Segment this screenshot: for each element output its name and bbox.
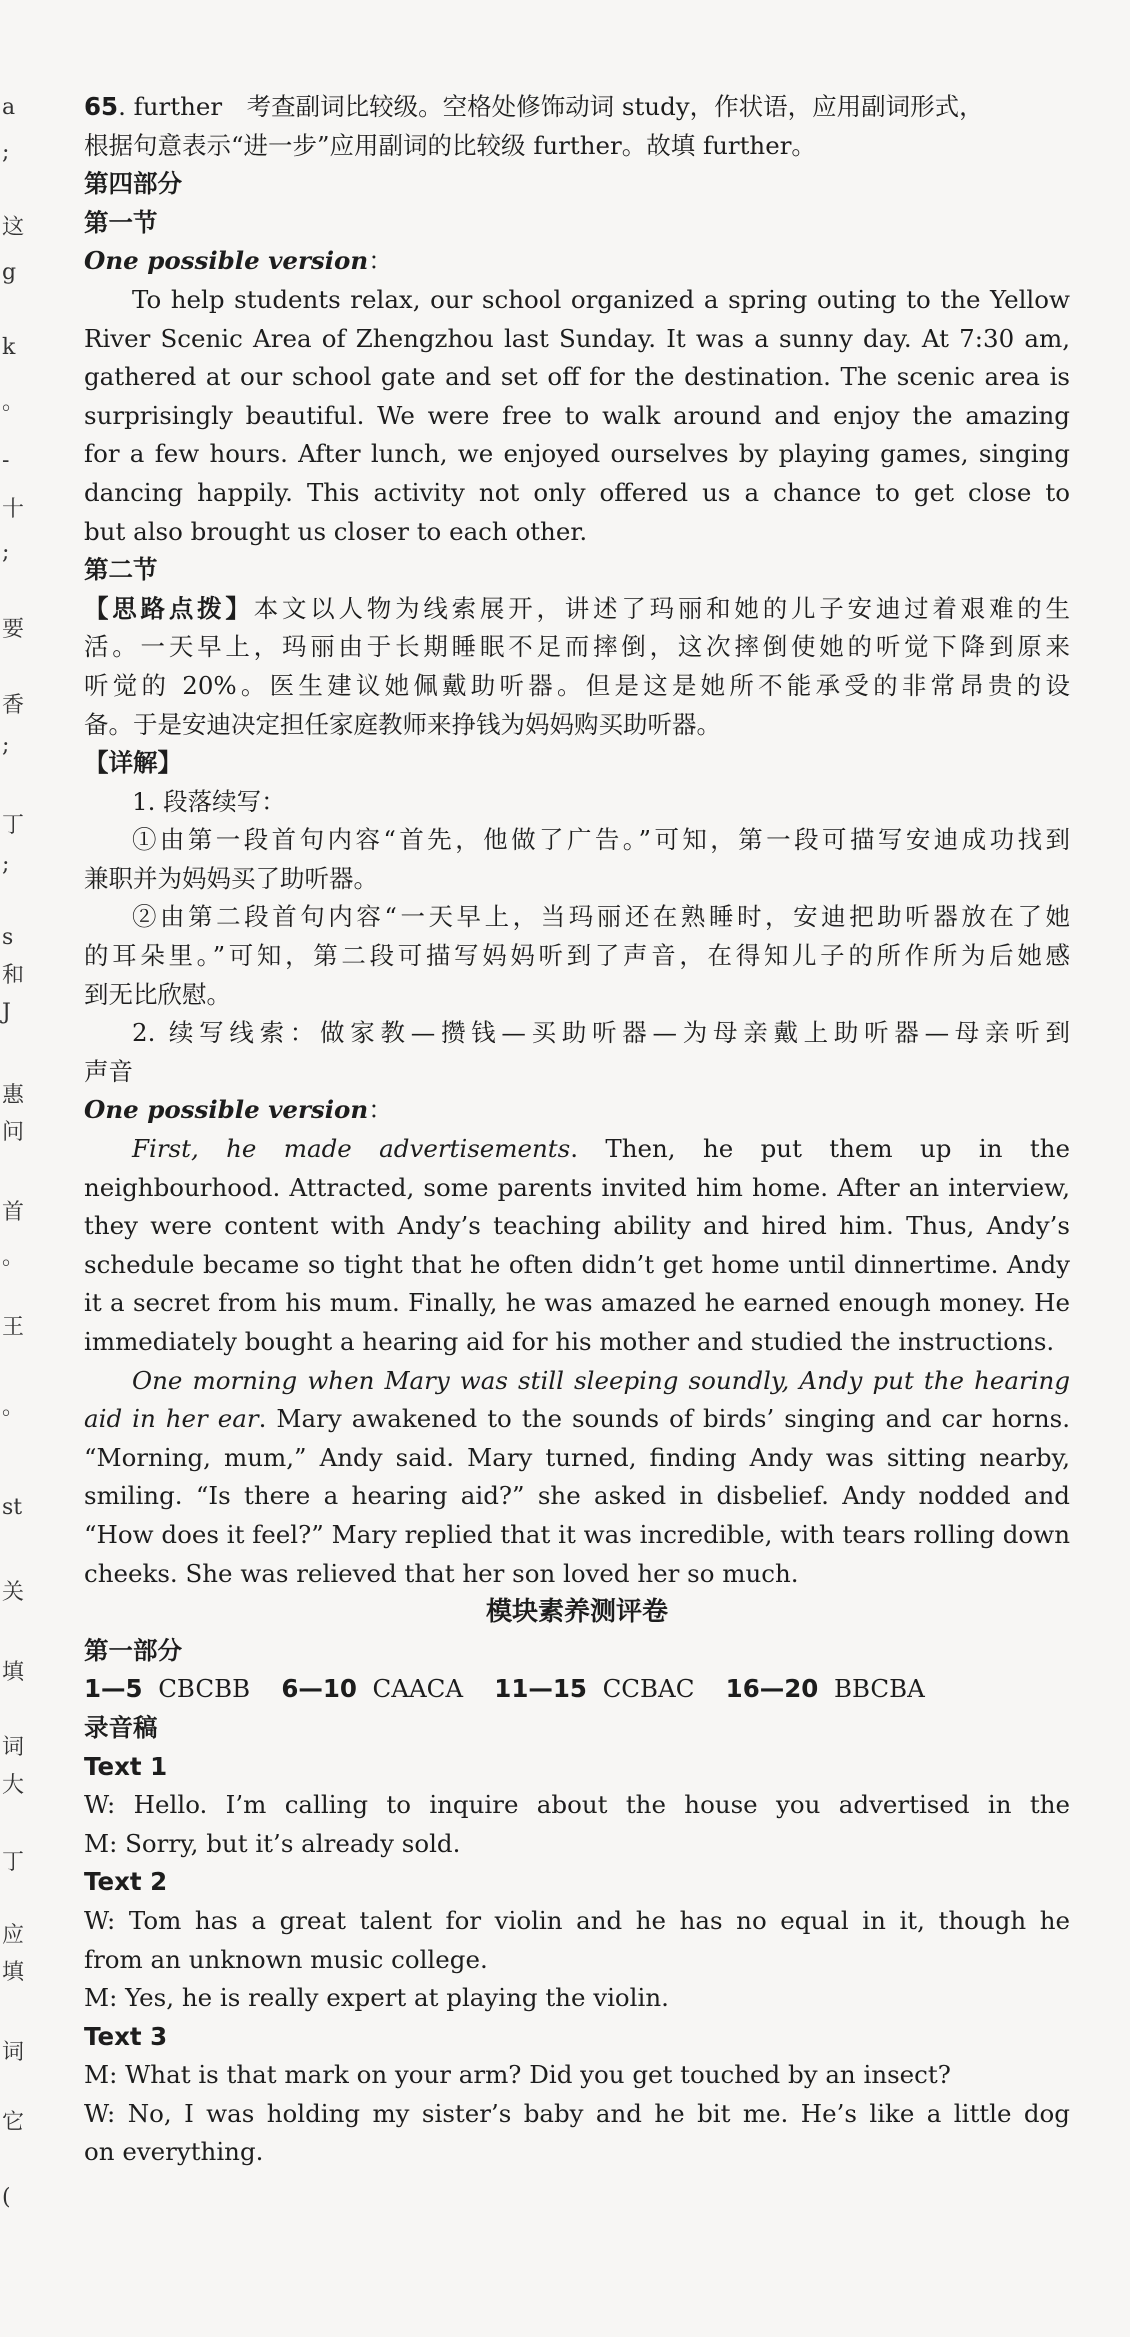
answer-letters: BBCBA <box>833 1674 925 1704</box>
essay-1 <box>84 281 1070 551</box>
margin-char: 。 <box>2 1245 25 1270</box>
margin-char: 香 <box>2 693 25 718</box>
margin-char: 关 <box>2 1580 25 1605</box>
hint-block <box>84 590 1070 744</box>
detail-line: ②由第二段首句内容“一天早上，当玛丽还在熟睡时，安迪把助听器放在了她 <box>132 902 1070 932</box>
margin-char: a <box>2 95 16 120</box>
essay2-line: they were content with Andy’s teaching ability and hired him. Thus, Andy’s <box>84 1211 1070 1241</box>
margin-char: 要 <box>2 617 25 642</box>
margin-char: g <box>2 260 17 285</box>
margin-char: ( <box>2 2185 11 2210</box>
margin-char: 十 <box>2 497 25 522</box>
essay-2 <box>84 1130 1070 1593</box>
margin-char: ; <box>2 852 10 877</box>
margin-char: 惠 <box>2 1083 25 1108</box>
margin-char: st <box>2 1495 23 1520</box>
part1-heading: 第一部分 <box>84 1635 182 1665</box>
essay2-line: “Morning, mum,” Andy said. Mary turned, finding Andy was sitting nearby, <box>84 1442 1070 1472</box>
margin-char: 大 <box>2 1773 25 1798</box>
dialogue-line: M: What is that mark on your arm? Did you get touched by an insect? <box>84 2060 951 2090</box>
margin-char: 丁 <box>2 813 25 838</box>
hint-line: 【思路点拨】本文以人物为线索展开，讲述了玛丽和她的儿子安迪过着艰难的生 <box>84 593 1070 623</box>
part4-heading: 第四部分 <box>84 169 182 199</box>
section1-heading: 第一节 <box>84 207 158 237</box>
script-heading: 录音稿 <box>84 1712 158 1742</box>
essay2-line: “How does it feel?” Mary replied that it was incredible, with tears rolling down <box>84 1519 1070 1549</box>
section2-heading: 第二节 <box>84 555 158 585</box>
essay1-line: River Scenic Area of Zhengzhou last Sunday. It was a sunny day. At 7:30 am, <box>84 323 1070 353</box>
dialogue-line: W: No, I was holding my sister’s baby and he bit me. He’s like a little dog <box>84 2098 1070 2128</box>
essay2-line: cheeks. She was relieved that her son loved her so much. <box>84 1558 799 1588</box>
essay1-line: To help students relax, our school organized a spring outing to the Yellow <box>132 284 1070 314</box>
q65-number: 65 <box>84 92 119 121</box>
essay2-line: neighbourhood. Attracted, some parents invited him home. After an interview, <box>84 1172 1070 1202</box>
answer-letters: CCBAC <box>602 1674 695 1704</box>
hint-line: 备。于是安迪决定担任家庭教师来挣钱为妈妈购买助听器。 <box>84 709 721 739</box>
margin-char: 丁 <box>2 1850 25 1875</box>
hint-line: 活。一天早上，玛丽由于长期睡眠不足而摔倒，这次摔倒使她的听觉下降到原来 <box>84 632 1070 662</box>
margin-char: 应 <box>2 1923 25 1948</box>
margin-char: 词 <box>2 1735 25 1760</box>
dialogue-line: M: Sorry, but it’s already sold. <box>84 1828 461 1858</box>
dialogue-line: from an unknown music college. <box>84 1944 488 1974</box>
essay1-line: for a few hours. After lunch, we enjoyed ourselves by playing games, singing <box>84 439 1070 469</box>
margin-char: 。 <box>2 390 25 415</box>
module-title: 模块素养测评卷 <box>485 1597 668 1628</box>
margin-char: 填 <box>2 1960 25 1985</box>
essay2-line: smiling. “Is there a hearing aid?” she asked in disbelief. Andy nodded and <box>84 1481 1070 1511</box>
margin-char: - <box>2 448 10 473</box>
margin-char: J <box>2 1000 11 1025</box>
answer-letters: CAACA <box>372 1674 464 1704</box>
margin-char: 王 <box>2 1315 25 1340</box>
q65-line-1 <box>84 88 1070 127</box>
essay2-line: One morning when Mary was still sleeping soundly, Andy put the hearing <box>132 1365 1070 1395</box>
version-label-2: One possible version： <box>84 1095 393 1125</box>
essay2-line: First, he made advertisements. Then, he put them up in the <box>132 1134 1070 1164</box>
dialogue-line: M: Yes, he is really expert at playing the violin. <box>84 1983 669 2013</box>
version-label-1: One possible version： <box>84 246 393 276</box>
essay1-line: but also brought us closer to each other. <box>84 516 588 546</box>
hint-line: 听觉的 20%。医生建议她佩戴助听器。但是这是她所不能承受的非常昂贵的设 <box>84 670 1070 700</box>
answer-range: 6—10 <box>281 1674 357 1704</box>
essay2-line: schedule became so tight that he often didn’t get home until dinnertime. Andy <box>84 1249 1070 1279</box>
left-margin-strip <box>0 0 50 2337</box>
detail-line: 1. 段落续写： <box>132 786 286 816</box>
hint-label: 【思路点拨】 <box>84 593 254 623</box>
essay2-line: it a secret from his mum. Finally, he was amazed he earned enough money. He <box>84 1288 1070 1318</box>
margin-char: 填 <box>2 1660 25 1685</box>
detail-line: 兼职并为妈妈买了助听器。 <box>84 863 378 893</box>
answer-range: 1—5 <box>84 1674 143 1704</box>
dialogue-line: W: Tom has a great talent for violin and he has no equal in it, though he <box>84 1905 1070 1935</box>
margin-char: 。 <box>2 1395 25 1420</box>
answer-letters: CBCBB <box>158 1674 251 1704</box>
answer-range: 11—15 <box>494 1674 587 1704</box>
margin-char: 问 <box>2 1120 25 1145</box>
q65-line-2: 根据句意表示“进一步”应用副词的比较级 further。故填 further。 <box>84 130 816 160</box>
essay1-line: surprisingly beautiful. We were free to walk around and enjoy the amazing <box>84 400 1070 430</box>
essay2-line: immediately bought a hearing aid for his mother and studied the instructions. <box>84 1327 1055 1356</box>
answer-key <box>84 1670 1070 1709</box>
detail-line: 声音 <box>84 1056 133 1086</box>
margin-char: s <box>2 925 14 950</box>
margin-char: 它 <box>2 2110 25 2135</box>
margin-char: 首 <box>2 1200 25 1225</box>
margin-char: ; <box>2 733 10 758</box>
text-label: Text 2 <box>84 1867 168 1897</box>
text-label: Text 1 <box>84 1751 168 1781</box>
margin-char: ; <box>2 140 10 165</box>
text-label: Text 3 <box>84 2021 168 2051</box>
margin-char: ; <box>2 540 10 565</box>
q65-text-1: . further 考查副词比较级。空格处修饰动词 study，作状语，应用副词形式， <box>118 92 984 121</box>
answer-range: 16—20 <box>725 1674 819 1704</box>
detail-line: 到无比欣慰。 <box>84 979 231 1009</box>
essay2-line: aid in her ear. Mary awakened to the sounds of birds’ singing and car horns. <box>84 1404 1070 1434</box>
margin-char: 词 <box>2 2040 25 2065</box>
dialogue-line: on everything. <box>84 2137 264 2167</box>
detail-label: 【详解】 <box>84 748 182 778</box>
margin-char: 和 <box>2 963 25 988</box>
detail-block <box>84 783 1070 1092</box>
detail-line: ①由第一段首句内容“首先，他做了广告。”可知，第一段可描写安迪成功找到 <box>132 825 1070 855</box>
margin-char: k <box>2 335 16 360</box>
margin-char: 这 <box>2 215 25 240</box>
detail-line: 2. 续写线索：做家教—攒钱—买助听器—为母亲戴上助听器—母亲听到 <box>132 1018 1070 1048</box>
dialogue-line: W: Hello. I’m calling to inquire about the house you advertised in the <box>84 1790 1070 1820</box>
essay1-line: gathered at our school gate and set off for the destination. The scenic area is <box>84 362 1070 392</box>
page-content <box>84 88 1070 2172</box>
essay1-line: dancing happily. This activity not only offered us a chance to get close to <box>84 477 1070 507</box>
detail-line: 的耳朵里。”可知，第二段可描写妈妈听到了声音，在得知儿子的所作所为后她感 <box>84 941 1070 971</box>
